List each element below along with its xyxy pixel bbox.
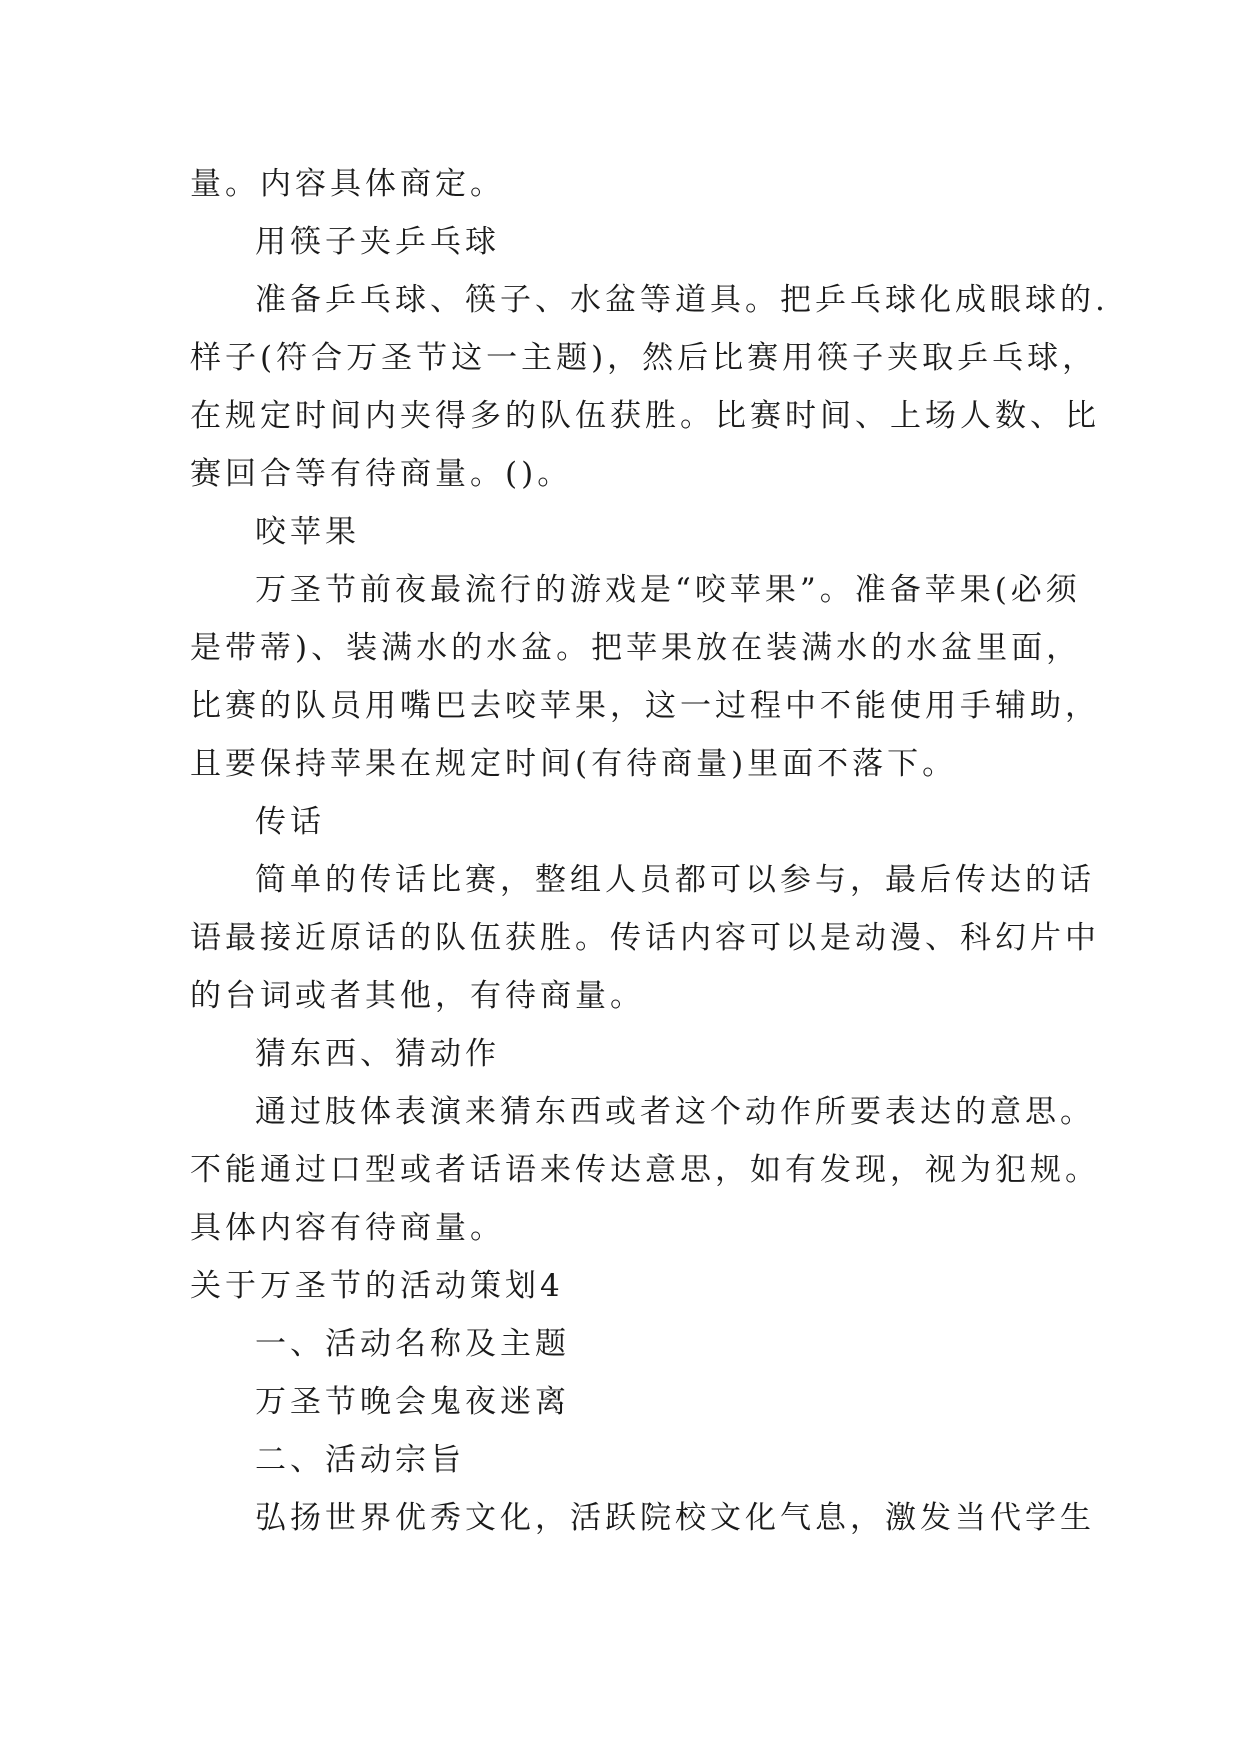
paragraph-line: 万圣节晚会鬼夜迷离 xyxy=(255,1384,570,1420)
paragraph-line: 赛回合等有待商量。()。 xyxy=(190,456,573,492)
document-body xyxy=(190,155,1109,1547)
paragraph-line: 具体内容有待商量。 xyxy=(190,1210,505,1246)
paragraph-line: 不能通过口型或者话语来传达意思，如有发现，视为犯规。 xyxy=(190,1152,1100,1188)
section-heading-chopsticks-ping-pong: 用筷子夹乒乓球 xyxy=(255,224,500,260)
document-section-title: 关于万圣节的活动策划4 xyxy=(190,1268,564,1304)
paragraph-line: 弘扬世界优秀文化，活跃院校文化气息，激发当代学生 xyxy=(255,1500,1095,1536)
paragraph-line: 是带蒂)、装满水的水盆。把苹果放在装满水的水盆里面， xyxy=(190,630,1082,666)
subsection-heading-activity-purpose: 二、活动宗旨 xyxy=(255,1442,465,1478)
section-heading-whisper: 传话 xyxy=(255,804,325,840)
paragraph-line: 语最接近原话的队伍获胜。传话内容可以是动漫、科幻片中 xyxy=(190,920,1100,956)
paragraph-line: 通过肢体表演来猜东西或者这个动作所要表达的意思。 xyxy=(255,1094,1095,1130)
paragraph-line: 样子(符合万圣节这一主题)，然后比赛用筷子夹取乒乓球， xyxy=(190,340,1098,376)
paragraph-line: 简单的传话比赛，整组人员都可以参与，最后传达的话 xyxy=(255,862,1095,898)
subsection-heading-activity-name: 一、活动名称及主题 xyxy=(255,1326,570,1362)
paragraph-line: 在规定时间内夹得多的队伍获胜。比赛时间、上场人数、比 xyxy=(190,398,1100,434)
section-heading-bite-apple: 咬苹果 xyxy=(255,514,360,550)
paragraph-line: 的台词或者其他，有待商量。 xyxy=(190,978,645,1014)
section-heading-guess: 猜东西、猜动作 xyxy=(255,1036,500,1072)
paragraph-line: 比赛的队员用嘴巴去咬苹果，这一过程中不能使用手辅助， xyxy=(190,688,1100,724)
paragraph-line: 且要保持苹果在规定时间(有待商量)里面不落下。 xyxy=(190,746,958,782)
paragraph-line: 万圣节前夜最流行的游戏是“咬苹果”。准备苹果(必须 xyxy=(255,572,1081,608)
paragraph-continuation: 量。内容具体商定。 xyxy=(190,166,505,202)
paragraph-line: 准备乒乓球、筷子、水盆等道具。把乒乓球化成眼球的. xyxy=(255,282,1109,318)
